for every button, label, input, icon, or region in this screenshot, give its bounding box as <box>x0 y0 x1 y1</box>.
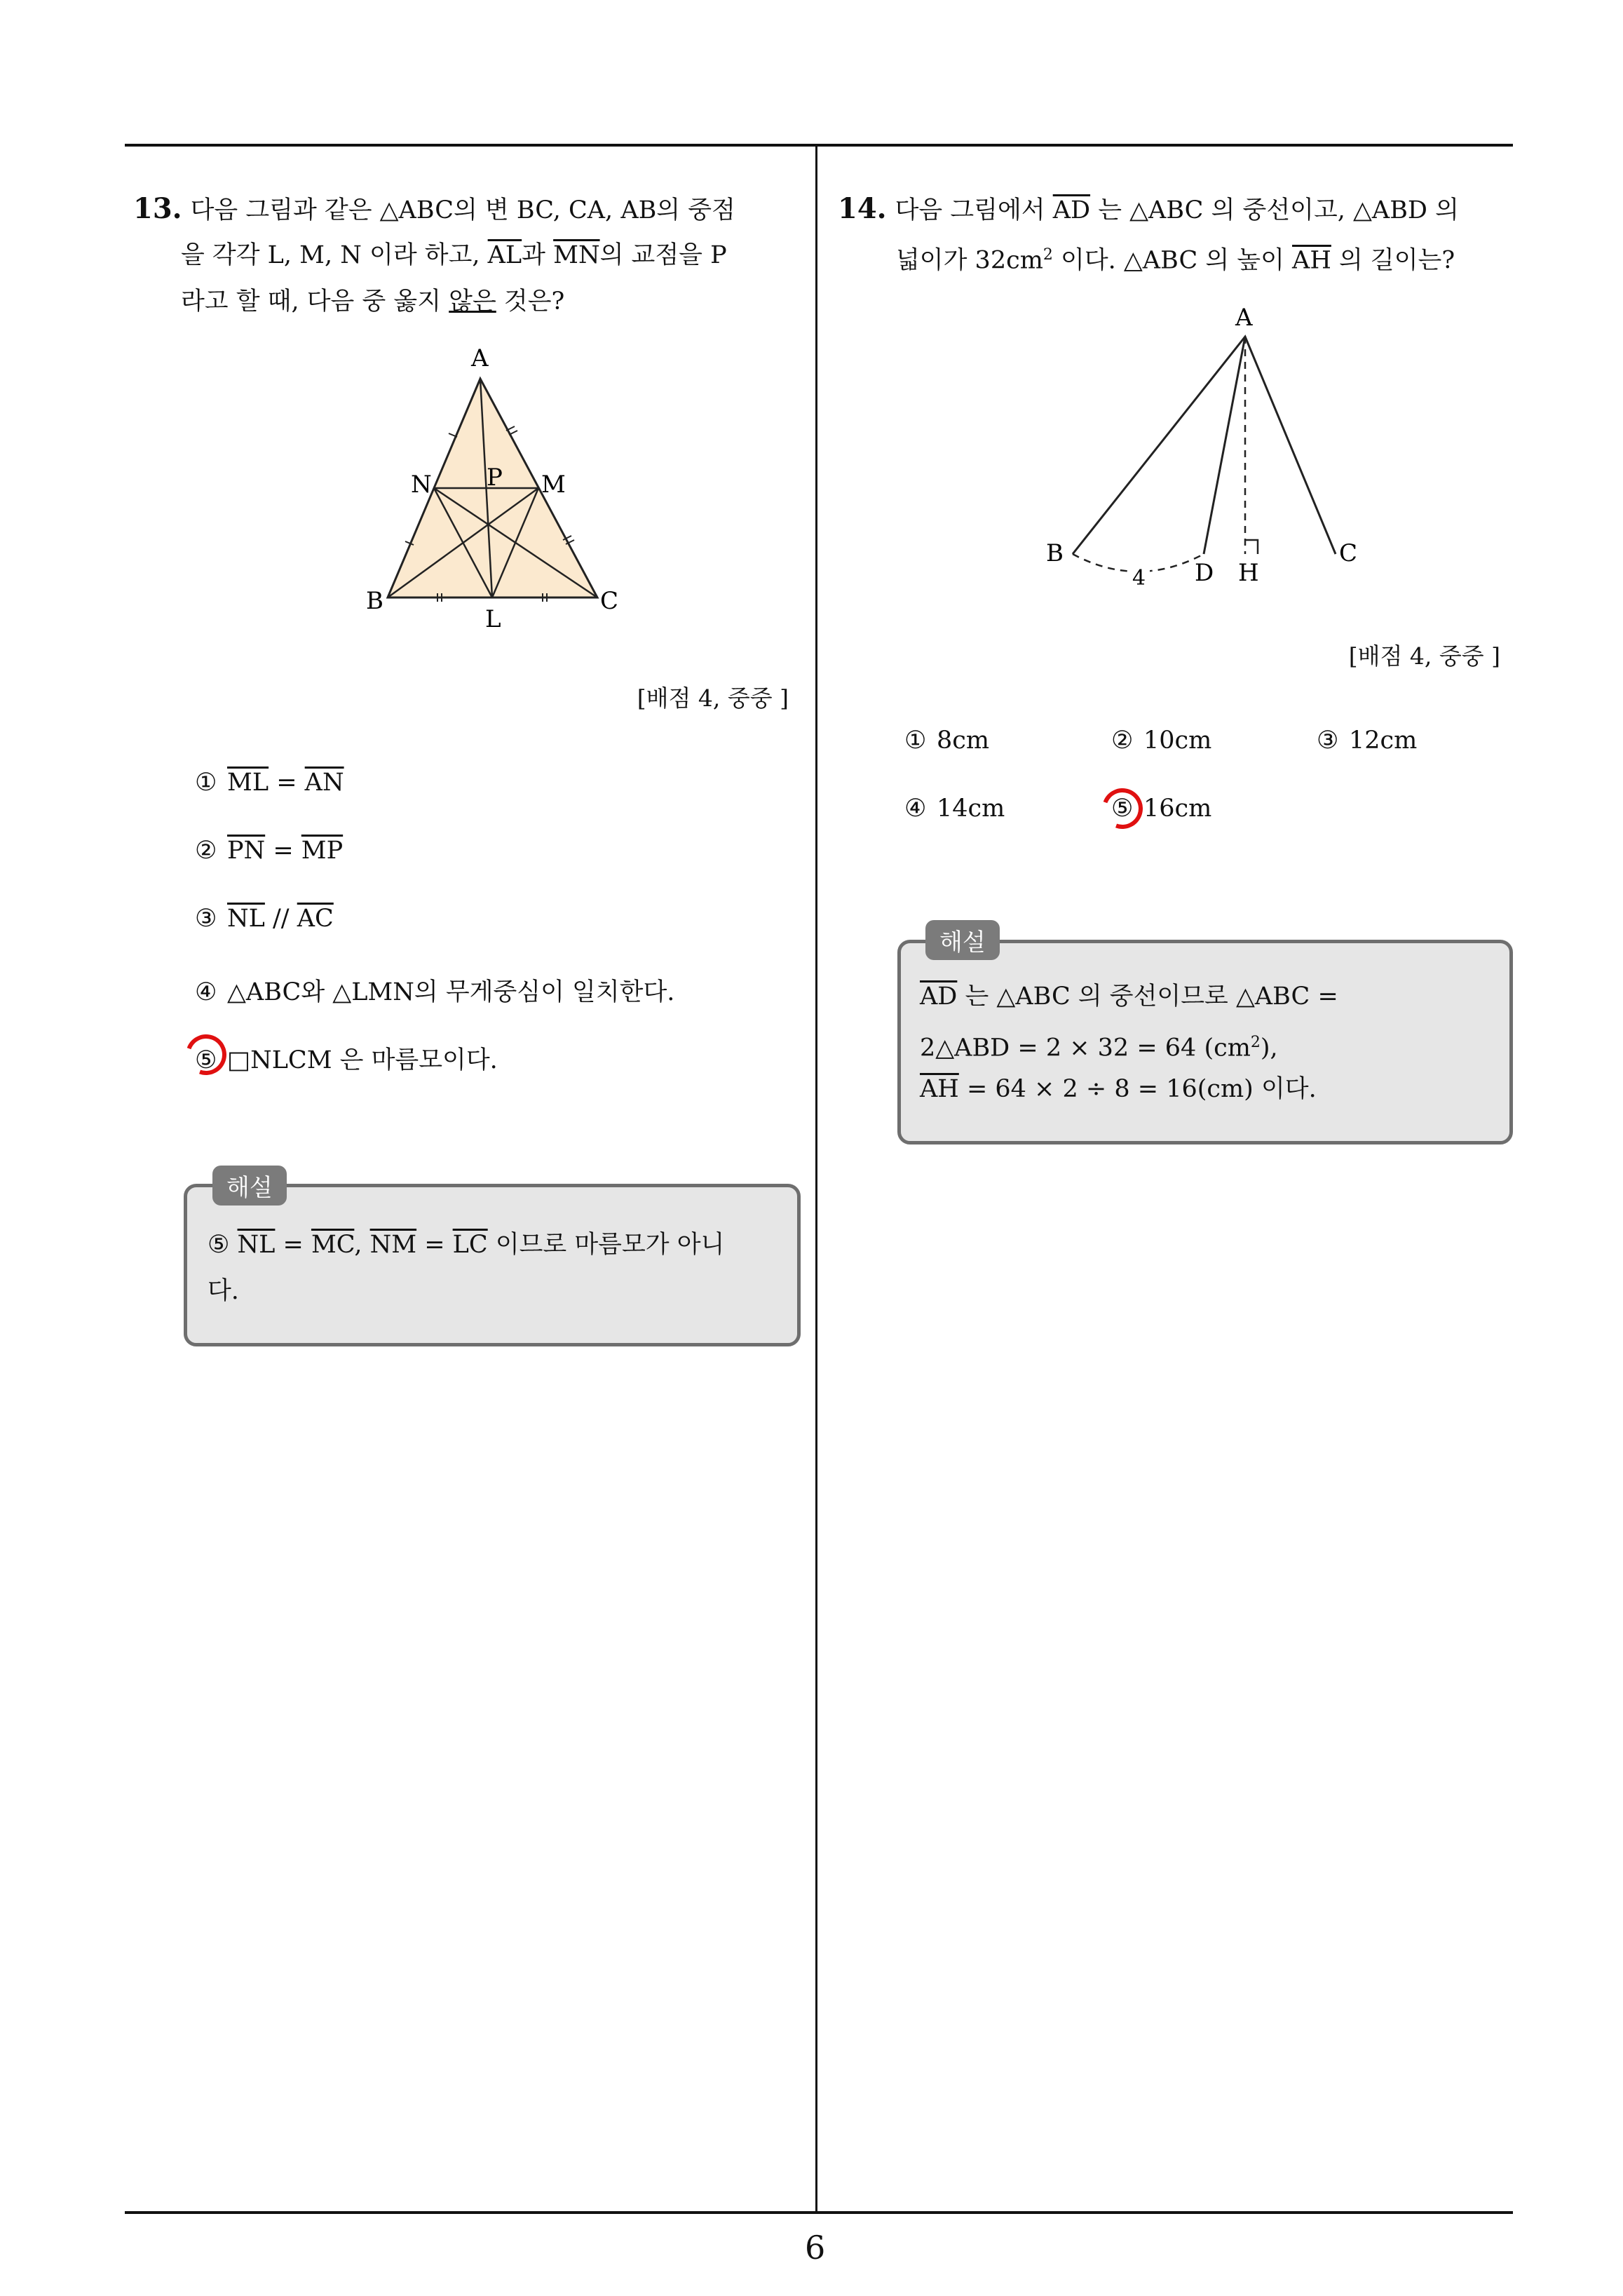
q14-choice-2[interactable]: ② 10cm <box>1111 727 1212 755</box>
q14-label-h: H <box>1238 559 1259 587</box>
q13-score: [배점 4, 중중 ] <box>637 684 789 712</box>
q14-choice-5[interactable]: ⑤ 16cm <box>1111 795 1212 823</box>
q13-triangle-figure <box>351 337 645 645</box>
q14-label-c: C <box>1339 539 1358 567</box>
q13-choice-1[interactable]: ① $\overline{ML} = \overline{AN}$ <box>195 769 344 797</box>
q14-label-a: A <box>1235 304 1253 332</box>
q14-triangle-figure <box>1038 302 1388 596</box>
q13-label-m: M <box>541 471 566 499</box>
q14-score: [배점 4, 중중 ] <box>1348 642 1500 670</box>
q14-solution-line3: $\overline{AH} = 64 \times 2 \div 8 = 16(cm)$ 이다. <box>920 1075 1317 1103</box>
q14-choice-4[interactable]: ④ 14cm <box>904 795 1005 823</box>
q14-answer-circle <box>1095 781 1149 835</box>
q14-line1: 14. 다음 그림에서 $\overline{AD}$ 는 △ABC 의 중선이고, △ABD 의 <box>838 192 1459 225</box>
q13-label-c: C <box>600 587 619 615</box>
q13-label-p: P <box>487 464 503 492</box>
q14-label-4: 4 <box>1132 566 1146 590</box>
q13-choice-2[interactable]: ② $\overline{PN} = \overline{MP}$ <box>195 837 344 865</box>
q13-solution-line1: ⑤ $\overline{NL} = \overline{MC}$, $\overline{NM} = \overline{LC}$ 이므로 마름모가 아니 <box>208 1231 725 1259</box>
q13-label-b: B <box>366 587 383 615</box>
q13-line1: 13. 다음 그림과 같은 △ABC의 변 BC, CA, AB의 중점 <box>133 192 735 225</box>
q13-label-a: A <box>471 344 489 372</box>
q13-label-n: N <box>411 471 432 499</box>
q14-choice-3[interactable]: ③ 12cm <box>1317 727 1418 755</box>
q13-choice-5[interactable]: ⑤ □NLCM 은 마름모이다. <box>195 1046 498 1074</box>
q14-solution-line1: $\overline{AD}$ 는 △ABC 의 중선이므로 △ABC = <box>920 982 1338 1011</box>
page-number: 6 <box>805 2229 826 2267</box>
q13-label-l: L <box>485 605 501 633</box>
q13-solution-line2: 다. <box>208 1277 239 1305</box>
q14-number: 14. <box>838 192 887 225</box>
q13-choice-4[interactable]: ④ △ABC와 △LMN의 무게중심이 일치한다. <box>195 978 675 1006</box>
top-rule <box>125 144 1513 147</box>
q14-choice-1[interactable]: ① 8cm <box>904 727 990 755</box>
q14-label-b: B <box>1046 539 1064 567</box>
q14-label-d: D <box>1195 559 1214 587</box>
q13-line2: 을 각각 L, M, N 이라 하고, $\overline{AL}$과 $\overline{MN}$의 교점을 P <box>181 241 727 269</box>
q14-solution-tab: 해설 <box>925 920 1000 960</box>
bottom-rule <box>125 2211 1513 2214</box>
q13-line3: 라고 할 때, 다음 중 옳지 않은 것은? <box>181 288 565 316</box>
q14-line2: 넓이가 $32cm^2$ 이다. △ABC 의 높이 $\overline{AH}$ 의 길이는? <box>896 246 1455 275</box>
q13-number: 13. <box>133 192 182 225</box>
column-divider <box>815 144 817 2213</box>
q13-solution-tab: 해설 <box>212 1166 287 1206</box>
q13-choice-3[interactable]: ③ $\overline{NL} // \overline{AC}$ <box>195 905 334 933</box>
q14-solution-line2: 2△ABD = 2 × 32 = 64 $(cm^2)$, <box>920 1034 1278 1062</box>
